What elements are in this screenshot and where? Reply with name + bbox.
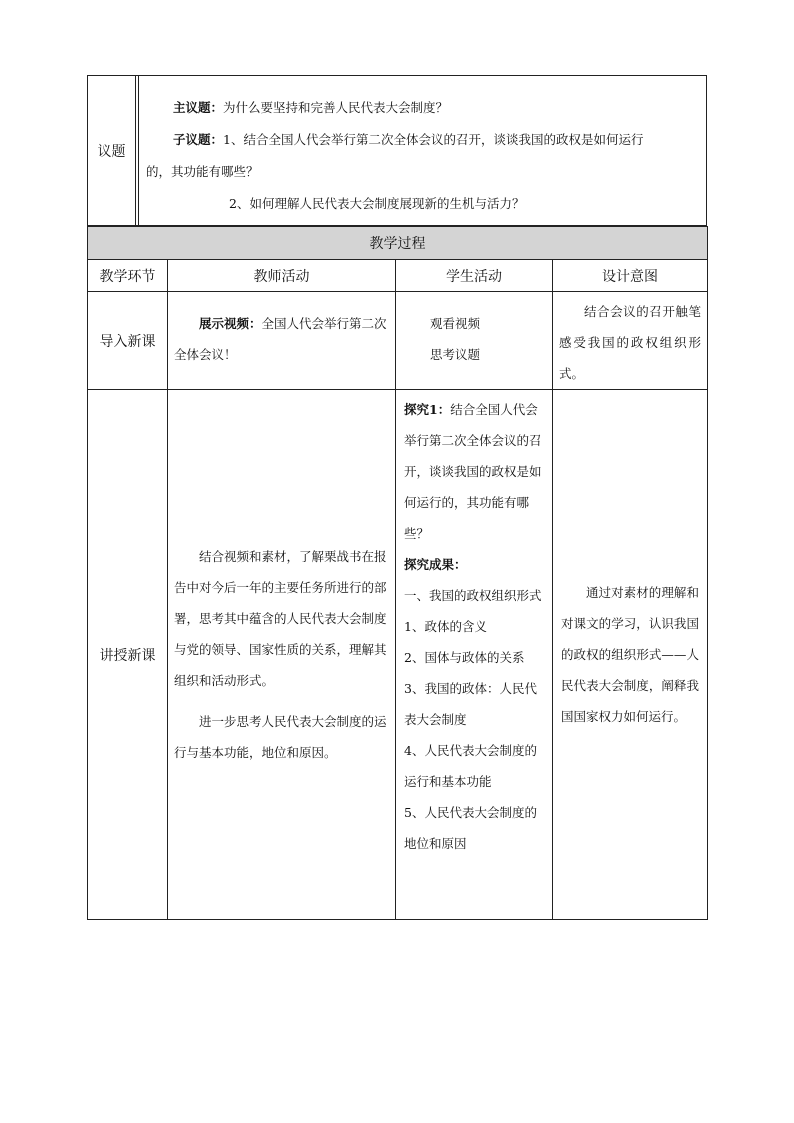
student-intro-line-1: 观看视频 — [430, 316, 481, 331]
design-main-cell — [553, 390, 708, 920]
table-row-main — [88, 390, 708, 920]
teacher-main-paragraph-2: 进一步思考人民代表大会制度的运行与基本功能，地位和原因。 — [174, 714, 387, 760]
header-teacher: 教师活动 — [168, 260, 396, 292]
teacher-intro-text — [168, 292, 395, 370]
student-explore-prefix: 探究1： — [404, 402, 451, 417]
student-result-label: 探究成果： — [404, 557, 467, 572]
topic-divider — [135, 76, 136, 225]
student-intro-line-2: 思考议题 — [430, 347, 481, 362]
main-topic-text: 为什么要坚持和完善人民代表大会制度？ — [223, 100, 449, 115]
main-topic — [146, 92, 698, 124]
main-topic-prefix: 主议题： — [173, 100, 224, 115]
student-item: 3、我国的政体：人民代表大会制度 — [404, 681, 537, 727]
header-design: 设计意图 — [553, 260, 708, 292]
teacher-main-paragraph-1: 结合视频和素材，了解栗战书在报告中对今后一年的主要任务所进行的部署，思考其中蕴含的人民代表大会制度与党的领导、国家性质的关系，理解其组织和活动形式。 — [174, 549, 387, 688]
sub-topic-1-text: 1、结合全国人代会举行第二次全体会议的召开，谈谈我国的政权是如何运行 — [223, 132, 644, 147]
student-explore — [404, 394, 546, 549]
topic-content — [146, 92, 698, 220]
process-title: 教学过程 — [88, 227, 708, 260]
student-item: 4、人民代表大会制度的运行和基本功能 — [404, 743, 537, 789]
design-intro-text: 结合会议的召开触笔感受我国的政权组织形式。 — [559, 304, 701, 381]
teacher-main-cell — [168, 390, 396, 920]
sub-topic-1 — [146, 124, 698, 156]
header-student: 学生活动 — [396, 260, 553, 292]
table-row-intro — [88, 292, 708, 390]
teaching-process-table — [87, 226, 708, 920]
student-item: 2、国体与政体的关系 — [404, 650, 525, 665]
topic-table — [87, 75, 707, 226]
student-item: 一、我国的政权组织形式 — [404, 588, 542, 603]
design-intro-cell — [553, 292, 708, 390]
header-stage: 教学环节 — [88, 260, 168, 292]
teacher-intro-body: 全国人代会举行第二次全体会议！ — [174, 316, 387, 362]
sub-topic-2: 2、如何理解人民代表大会制度展现新的生机与活力？ — [229, 196, 525, 211]
stage-main: 讲授新课 — [88, 390, 168, 920]
teacher-intro-cell — [168, 292, 396, 390]
student-main-cell — [396, 390, 553, 920]
student-item: 5、人民代表大会制度的地位和原因 — [404, 805, 537, 851]
sub-topic-prefix: 子议题： — [173, 132, 224, 147]
student-explore-text: 结合全国人代会举行第二次全体会议的召开，谈谈我国的政权是如何运行的，其功能有哪些？ — [404, 402, 542, 541]
topic-divider-double — [138, 76, 139, 225]
student-intro-cell — [396, 292, 553, 390]
teacher-main-text — [168, 541, 395, 768]
student-item: 1、政体的含义 — [404, 619, 487, 634]
student-intro-text — [396, 292, 552, 370]
teacher-intro-prefix: 展示视频： — [199, 316, 262, 331]
topic-label: 议题 — [97, 143, 126, 160]
student-main-text — [396, 390, 552, 859]
stage-intro: 导入新课 — [88, 292, 168, 390]
design-main-text: 通过对素材的理解和对课文的学习，认识我国的政权的组织形式——人民代表大会制度，阐释我国国家权力如何运行。 — [561, 585, 699, 724]
sub-topic-1-continued: 的，其功能有哪些？ — [146, 164, 259, 179]
